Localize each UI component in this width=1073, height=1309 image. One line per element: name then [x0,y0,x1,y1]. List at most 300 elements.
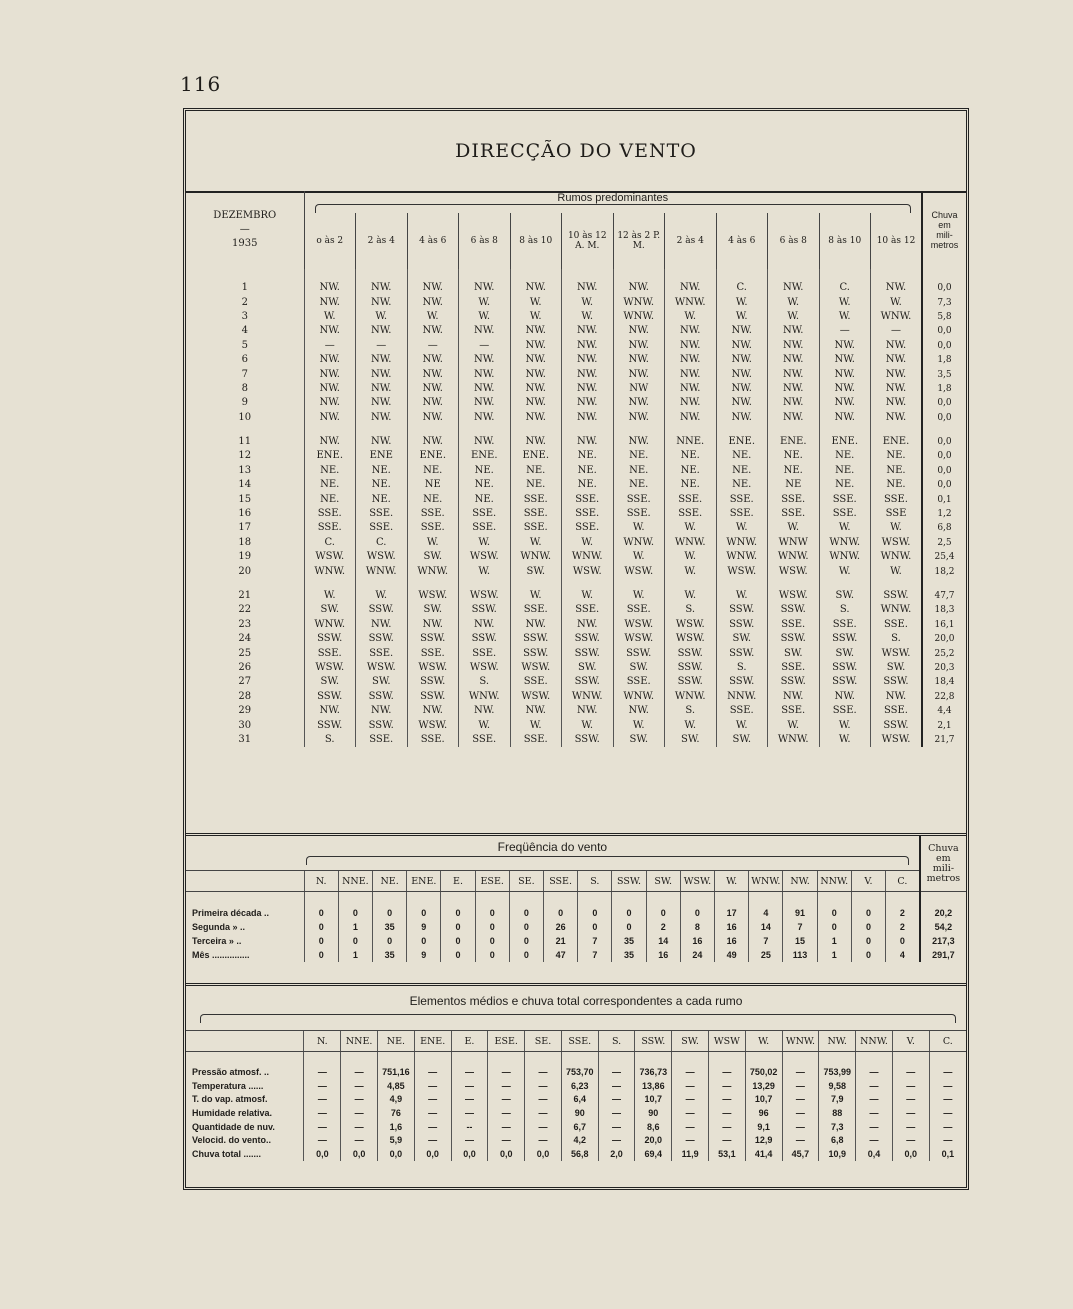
rain-cell: 0,0 [922,269,966,295]
direction-cell: NW. [510,425,562,449]
direction-cell: S. [665,704,717,718]
direction-cell: W. [768,310,820,324]
table-row [186,269,966,295]
direction-cell: S. [665,603,717,617]
direction-cell: NW. [407,396,459,410]
frequency-cell: 0 [475,934,509,948]
element-cell: — [708,1080,745,1094]
direction-cell: NE. [510,464,562,478]
rain-cell: 1,8 [922,353,966,367]
direction-cell: S. [716,661,768,675]
direction-cell: NNE. [665,425,717,449]
direction-cell: WSW. [871,733,923,747]
wind-direction-table [186,191,966,747]
direction-cell: NW. [510,704,562,718]
element-cell: — [304,1120,341,1134]
rain-cell: 20,2 [920,892,966,921]
direction-cell: NW. [459,382,511,396]
direction-cell: NW. [871,353,923,367]
day-cell: 6 [241,354,248,366]
direction-cell: NE. [356,492,408,506]
direction-cell: NW. [819,382,871,396]
direction-cell: NW. [716,353,768,367]
day-cell: 25 [238,647,252,659]
direction-cell: NW. [819,411,871,425]
direction-cell: NW. [716,411,768,425]
element-cell: 6,23 [561,1080,598,1094]
element-cell: — [598,1080,635,1094]
title-box [186,111,966,193]
time-header: 10 às 12 A. M. [562,213,614,269]
element-cell: 6,8 [819,1134,856,1148]
rain-cell: 217,3 [920,934,966,948]
direction-cell: SSW. [871,579,923,603]
direction-cell: NW. [407,704,459,718]
direction-cell: NE. [768,449,820,463]
frequency-cell: 9 [407,948,441,962]
element-cell: 20,0 [635,1134,672,1148]
element-cell: 56,8 [561,1148,598,1162]
direction-cell: WNW. [819,536,871,550]
direction-cell: W. [304,579,356,603]
direction-cell: NW. [304,269,356,295]
element-cell: 8,6 [635,1120,672,1134]
direction-cell: SSE. [356,521,408,535]
frequency-cell: 0 [886,934,920,948]
direction-cell: W. [716,295,768,309]
day-cell: 21 [238,590,252,601]
direction-cell: WSW. [407,718,459,732]
direction-cell: ENE. [716,425,768,449]
element-cell: — [782,1093,819,1107]
rain-cell: 0,0 [922,478,966,492]
direction-cell: WNW. [665,690,717,704]
direction-cell: NW. [510,618,562,632]
direction-cell: NW. [304,382,356,396]
direction-cell: WNW. [613,690,665,704]
frequency-cell: 16 [715,920,749,934]
rain-cell: 20,0 [922,632,966,646]
direction-cell: NW. [613,367,665,381]
frequency-cell: 0 [544,892,578,921]
frequency-cell: 1 [338,948,372,962]
frequency-cell: 16 [646,948,680,962]
table-row [186,464,966,478]
frequency-cell: 25 [749,948,783,962]
frequency-cell: 16 [680,934,714,948]
direction-cell: NW. [562,269,614,295]
time-header: 2 às 4 [665,213,717,269]
direction-cell: WNW. [665,536,717,550]
direction-cell: SSE. [304,521,356,535]
direction-cell: NW. [562,704,614,718]
frequency-cell: 0 [817,892,851,921]
frequency-cell: 14 [646,934,680,948]
direction-cell: SSE. [510,492,562,506]
direction-cell: W. [665,564,717,578]
direction-cell: NW. [356,618,408,632]
element-cell: — [488,1052,525,1080]
direction-cell: ENE. [768,425,820,449]
direction-cell: SSW. [459,603,511,617]
direction-cell: WSW. [665,618,717,632]
direction-cell: WNW. [613,536,665,550]
time-header: 6 às 8 [459,213,511,269]
frequency-cell: 1 [817,934,851,948]
element-cell: 13,29 [745,1080,782,1094]
day-cell: 10 [238,411,252,423]
element-cell: — [782,1080,819,1094]
direction-cell: SSE. [407,521,459,535]
direction-cell: WSW. [356,550,408,564]
frequency-cell: 21 [544,934,578,948]
table-row [186,646,966,660]
direction-cell: WNW. [871,310,923,324]
direction-header: C. [929,1031,966,1052]
direction-cell: SSE. [613,603,665,617]
direction-cell: SSW. [716,603,768,617]
direction-cell: NE. [871,449,923,463]
direction-header: S. [598,1031,635,1052]
element-cell: — [488,1134,525,1148]
table-row [186,564,966,578]
direction-cell: C. [819,269,871,295]
direction-cell: SSW. [768,603,820,617]
direction-cell: NW. [304,411,356,425]
frequency-cell: 0 [509,948,543,962]
day-cell: 27 [238,676,252,688]
frequency-cell: 0 [612,920,646,934]
row-label: Quantidade de nuv. [192,1121,275,1132]
frequency-cell: 14 [749,920,783,934]
direction-cell: NW. [716,396,768,410]
element-cell: — [525,1107,562,1121]
direction-header: N. [304,871,338,892]
table-row [186,382,966,396]
direction-header: SSW. [635,1031,672,1052]
element-cell: — [488,1093,525,1107]
direction-cell: WSW. [304,550,356,564]
direction-cell: SSE. [407,646,459,660]
frequency-cell: 0 [578,892,612,921]
frequency-cell: 35 [373,948,407,962]
direction-cell: NE. [304,478,356,492]
direction-cell: WSW. [716,564,768,578]
frequency-cell: 7 [578,948,612,962]
element-cell: — [488,1107,525,1121]
direction-header: SSE. [544,871,578,892]
element-cell: 10,7 [745,1093,782,1107]
direction-cell: WSW. [768,579,820,603]
direction-cell: NW. [510,367,562,381]
day-cell: 31 [238,733,252,745]
direction-cell: SW. [304,675,356,689]
rain-cell: 25,2 [922,646,966,660]
direction-cell: SSE. [613,492,665,506]
direction-cell: SSE. [665,492,717,506]
row-label: Segunda » .. [192,922,246,932]
time-header: 10 às 12 [871,213,923,269]
rain-cell: 0,0 [922,425,966,449]
table-row [186,536,966,550]
element-cell: — [598,1120,635,1134]
direction-cell: WSW. [562,564,614,578]
direction-cell: SSE. [356,507,408,521]
direction-cell: NW. [407,618,459,632]
direction-cell: NE [407,478,459,492]
direction-cell: WNW. [819,550,871,564]
direction-cell: WNW. [304,618,356,632]
direction-cell: NW. [407,324,459,338]
element-cell: 53,1 [708,1148,745,1162]
direction-cell: SSW. [613,646,665,660]
direction-cell: NW. [665,353,717,367]
day-cell: 22 [238,604,252,616]
element-cell: — [672,1052,709,1080]
day-cell: 3 [241,310,248,322]
day-cell: 24 [238,633,252,645]
day-cell: 28 [238,690,252,702]
direction-cell: SSW. [819,661,871,675]
table-row [186,478,966,492]
frequency-cell: 0 [304,892,338,921]
direction-cell: WSW. [407,661,459,675]
element-cell: — [672,1120,709,1134]
rain-cell: 2,1 [922,718,966,732]
element-cell: — [856,1107,893,1121]
direction-cell: SSW. [407,675,459,689]
direction-cell: — [871,324,923,338]
table-row [186,353,966,367]
direction-cell: SW. [407,603,459,617]
element-cell: — [892,1120,929,1134]
direction-cell: SW. [613,661,665,675]
element-cell: 6,7 [561,1120,598,1134]
direction-cell: SSE. [768,618,820,632]
direction-cell: SSE. [562,507,614,521]
direction-cell: SW. [716,632,768,646]
elements-brace [200,1014,956,1023]
frequency-cell: 7 [783,920,817,934]
direction-header: SE. [525,1031,562,1052]
direction-cell: NW. [613,425,665,449]
frequency-caption: Freqüência do vento [497,840,608,854]
element-cell: — [304,1134,341,1148]
direction-cell: SSE. [304,646,356,660]
direction-header: ENE. [414,1031,451,1052]
frequency-cell: 0 [441,920,475,934]
direction-cell: NW. [613,339,665,353]
element-cell: — [304,1107,341,1121]
day-cell: 7 [241,368,248,380]
direction-cell: NW. [716,339,768,353]
frequency-cell: 17 [715,892,749,921]
direction-cell: NW. [716,382,768,396]
direction-cell: NW. [665,382,717,396]
direction-cell: W. [819,521,871,535]
direction-cell: NE. [407,464,459,478]
table-row [186,521,966,535]
direction-cell: SW. [510,564,562,578]
day-cell: 9 [241,397,248,409]
rain-cell: 25,4 [922,550,966,564]
element-cell: 13,86 [635,1080,672,1094]
element-cell: 0,1 [929,1148,966,1162]
element-cell: — [929,1093,966,1107]
direction-cell: NW. [819,690,871,704]
day-cell: 2 [241,296,248,308]
direction-cell: NW. [665,411,717,425]
day-cell: 11 [238,436,252,448]
day-cell: 13 [238,464,252,476]
element-cell: 0,0 [892,1148,929,1162]
direction-cell: W. [613,521,665,535]
direction-cell: NW. [562,367,614,381]
direction-cell: SW. [819,646,871,660]
direction-cell: W. [716,579,768,603]
direction-cell: SSW. [871,718,923,732]
direction-header: SW. [646,871,680,892]
row-label: Chuva total ....... [192,1148,262,1159]
direction-cell: NW. [356,425,408,449]
day-cell: 23 [238,618,252,630]
frequency-cell: 35 [612,934,646,948]
group-header-label: Rumos predominantes [557,191,669,204]
element-cell: — [598,1052,635,1080]
row-label: Velocid. do vento.. [192,1135,272,1146]
direction-cell: SSW. [768,675,820,689]
day-cell: 12 [238,450,252,462]
direction-cell: WNW. [459,690,511,704]
element-cell: 0,0 [451,1148,488,1162]
row-label: Temperatura ...... [192,1080,264,1091]
element-cell: — [488,1080,525,1094]
frequency-cell: 4 [886,948,920,962]
direction-cell: SW. [356,675,408,689]
direction-cell: NW. [562,396,614,410]
direction-cell: NW. [562,339,614,353]
elements-section [186,983,966,1161]
element-cell: 736,73 [635,1052,672,1080]
direction-cell: W. [562,718,614,732]
day-cell: 14 [238,479,252,491]
element-cell: 753,99 [819,1052,856,1080]
element-cell: — [598,1134,635,1148]
day-cell: 19 [238,551,252,563]
rain-cell: 5,8 [922,310,966,324]
row-label: Primeira década .. [192,908,270,918]
frequency-section [186,833,966,962]
direction-cell: SSE. [768,492,820,506]
day-cell: 8 [241,382,248,394]
direction-header: NE. [373,871,407,892]
element-cell: — [304,1052,341,1080]
direction-cell: SSE. [613,507,665,521]
direction-cell: SSW. [768,632,820,646]
direction-cell: SSW. [665,661,717,675]
direction-cell: NE. [613,449,665,463]
frequency-cell: 0 [612,892,646,921]
element-cell: — [929,1080,966,1094]
rain-cell: 21,7 [922,733,966,747]
direction-header: N. [304,1031,341,1052]
rain-cell: 0,0 [922,411,966,425]
element-cell: — [525,1080,562,1094]
direction-cell: NW. [304,367,356,381]
direction-cell: ENE [356,449,408,463]
table-row [186,934,966,948]
direction-cell: SSE. [819,507,871,521]
element-cell: — [856,1080,893,1094]
element-cell: — [708,1134,745,1148]
direction-cell: ENE. [407,449,459,463]
frequency-brace [306,856,909,865]
frequency-cell: 26 [544,920,578,934]
element-cell: 9,1 [745,1120,782,1134]
direction-cell: NW. [510,324,562,338]
day-cell: 26 [238,661,252,673]
direction-header: ESE. [488,1031,525,1052]
direction-cell: NE. [819,478,871,492]
element-cell: — [672,1134,709,1148]
table-row [186,310,966,324]
rain-cell: 22,8 [922,690,966,704]
rain-cell: 1,2 [922,507,966,521]
direction-cell: SSW. [407,632,459,646]
direction-cell: SW. [562,661,614,675]
direction-header: NE. [378,1031,415,1052]
element-cell: — [451,1093,488,1107]
direction-cell: NE. [304,492,356,506]
element-cell: — [525,1120,562,1134]
direction-cell: NW. [356,324,408,338]
direction-cell: W. [510,295,562,309]
element-cell: — [929,1107,966,1121]
time-header: o às 2 [304,213,356,269]
day-cell: 4 [241,325,248,337]
rain-cell: 18,3 [922,603,966,617]
direction-cell: WNW. [356,564,408,578]
element-cell: — [341,1120,378,1134]
direction-cell: SSE. [459,521,511,535]
element-cell: — [929,1134,966,1148]
direction-header: SE. [509,871,543,892]
direction-cell: SSE. [510,733,562,747]
direction-cell: NW. [510,353,562,367]
direction-cell: NW. [562,411,614,425]
element-cell: 0,0 [414,1148,451,1162]
direction-cell: SSE. [716,704,768,718]
direction-cell: NE. [665,464,717,478]
rain-cell: 6,8 [922,521,966,535]
direction-cell: NW. [871,269,923,295]
direction-cell: W. [459,310,511,324]
direction-cell: SSE. [768,661,820,675]
direction-cell: SW. [613,733,665,747]
table-row [186,1093,966,1107]
direction-cell: SSW. [356,632,408,646]
direction-cell: SSW. [510,632,562,646]
direction-header: SSE. [561,1031,598,1052]
direction-cell: SSW. [304,718,356,732]
direction-cell: WSW. [613,564,665,578]
element-cell: — [892,1093,929,1107]
frequency-cell: 0 [407,892,441,921]
table-row [186,603,966,617]
direction-cell: NW. [459,618,511,632]
direction-cell: — [819,324,871,338]
frequency-cell: 0 [475,948,509,962]
